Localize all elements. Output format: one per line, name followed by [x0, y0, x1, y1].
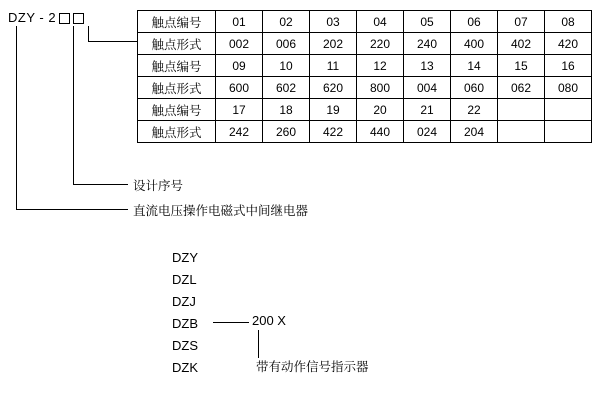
- table-cell: 400: [451, 33, 498, 55]
- table-cell: 800: [357, 77, 404, 99]
- table-cell: 440: [357, 121, 404, 143]
- table-cell: 240: [404, 33, 451, 55]
- leader-line-design-vertical: [73, 26, 74, 184]
- row-label: 触点编号: [138, 99, 216, 121]
- table-cell: [545, 99, 592, 121]
- table-cell: 02: [263, 11, 310, 33]
- table-cell: 01: [216, 11, 263, 33]
- model-code-box-1: [59, 13, 70, 24]
- table-cell: 060: [451, 77, 498, 99]
- callout-design-no: 设计序号: [133, 179, 184, 193]
- leader-line-product-horizontal: [16, 209, 128, 210]
- table-cell: 600: [216, 77, 263, 99]
- table-cell: 12: [357, 55, 404, 77]
- table-cell: 260: [263, 121, 310, 143]
- leader-line-contact-vertical: [88, 26, 89, 42]
- table-cell: 004: [404, 77, 451, 99]
- table-cell: 024: [404, 121, 451, 143]
- table-row: [138, 121, 592, 143]
- table-cell: 620: [310, 77, 357, 99]
- table-cell: [498, 121, 545, 143]
- table-cell: 07: [498, 11, 545, 33]
- table-cell: 18: [263, 99, 310, 121]
- row-label: 触点编号: [138, 55, 216, 77]
- row-label: 触点形式: [138, 33, 216, 55]
- leader-line-design-horizontal: [73, 184, 128, 185]
- table-cell: 08: [545, 11, 592, 33]
- table-cell: [498, 99, 545, 121]
- table-cell: 14: [451, 55, 498, 77]
- table-cell: 13: [404, 55, 451, 77]
- table-cell: 242: [216, 121, 263, 143]
- table-cell: 20: [357, 99, 404, 121]
- leader-line-product-vertical: [16, 26, 17, 209]
- table-cell: 006: [263, 33, 310, 55]
- table-row: [138, 55, 592, 77]
- row-label: 触点形式: [138, 121, 216, 143]
- table-row: [138, 11, 592, 33]
- table-cell: 10: [263, 55, 310, 77]
- contact-table-wrap: [137, 10, 592, 143]
- contact-table: [137, 10, 592, 143]
- table-cell: 22: [451, 99, 498, 121]
- series-item-dzy: DZY: [172, 250, 198, 265]
- table-cell: 204: [451, 121, 498, 143]
- leader-line-series-note: [258, 330, 259, 358]
- series-item-dzs: DZS: [172, 338, 198, 353]
- row-label: 触点编号: [138, 11, 216, 33]
- model-code-box-2: [73, 13, 84, 24]
- series-item-dzb: DZB: [172, 316, 198, 331]
- table-cell: 202: [310, 33, 357, 55]
- table-cell: 17: [216, 99, 263, 121]
- table-cell: 05: [404, 11, 451, 33]
- series-list: [172, 247, 198, 379]
- table-cell: [545, 121, 592, 143]
- leader-line-contact-horizontal: [88, 41, 137, 42]
- model-code: [8, 10, 84, 25]
- table-cell: 06: [451, 11, 498, 33]
- table-cell: 09: [216, 55, 263, 77]
- series-item-dzk: DZK: [172, 360, 198, 375]
- table-row: [138, 99, 592, 121]
- table-row: [138, 77, 592, 99]
- series-suffix: 200 X: [252, 313, 286, 328]
- table-cell: 420: [545, 33, 592, 55]
- series-item-dzj: DZJ: [172, 294, 196, 309]
- table-cell: 04: [357, 11, 404, 33]
- row-label: 触点形式: [138, 77, 216, 99]
- table-cell: 19: [310, 99, 357, 121]
- table-cell: 11: [310, 55, 357, 77]
- table-cell: 422: [310, 121, 357, 143]
- model-code-prefix: DZY - 2: [8, 10, 57, 25]
- callout-product-name: 直流电压操作电磁式中间继电器: [133, 204, 309, 218]
- table-cell: 16: [545, 55, 592, 77]
- table-cell: 402: [498, 33, 545, 55]
- table-cell: 220: [357, 33, 404, 55]
- table-cell: 602: [263, 77, 310, 99]
- series-item-dzl: DZL: [172, 272, 197, 287]
- leader-line-series-suffix: [213, 322, 249, 323]
- table-cell: 080: [545, 77, 592, 99]
- table-cell: 21: [404, 99, 451, 121]
- table-cell: 15: [498, 55, 545, 77]
- table-cell: 03: [310, 11, 357, 33]
- table-cell: 062: [498, 77, 545, 99]
- table-row: [138, 33, 592, 55]
- series-note: 带有动作信号指示器: [256, 360, 369, 374]
- table-cell: 002: [216, 33, 263, 55]
